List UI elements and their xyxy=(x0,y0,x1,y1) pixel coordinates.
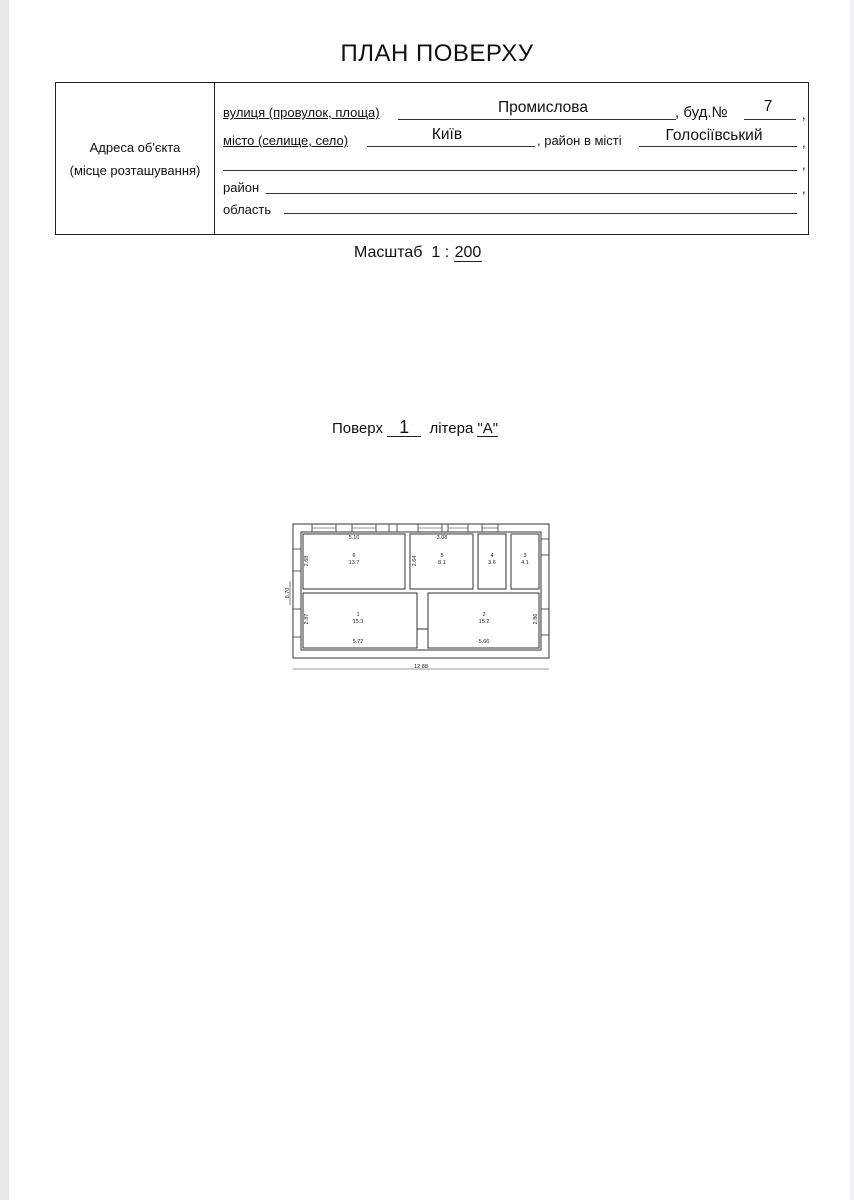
room-area: 8.1 xyxy=(438,560,446,566)
city-line xyxy=(367,146,535,147)
dimension-label: 2.68 xyxy=(304,555,310,567)
room-area: 15.3 xyxy=(352,619,364,625)
room-number: 1 xyxy=(356,612,360,618)
dimension-label: 2.87 xyxy=(304,613,310,625)
address-table xyxy=(55,82,809,235)
scale-line xyxy=(354,244,482,262)
district-city-label: , район в місті xyxy=(537,133,622,148)
room-area: 4.1 xyxy=(521,560,529,566)
dimension-label: 6.70 xyxy=(285,587,291,599)
letter-label: літера xyxy=(429,420,474,437)
letter-value: "А" xyxy=(477,420,499,437)
district-line xyxy=(266,193,797,194)
comma: , xyxy=(802,135,806,150)
room-number: 4 xyxy=(490,553,494,559)
blank-line xyxy=(223,170,797,171)
floor-label: Поверх xyxy=(332,420,383,437)
comma: , xyxy=(802,181,806,196)
comma: , xyxy=(802,157,806,172)
corridor xyxy=(417,593,428,629)
window xyxy=(541,609,549,635)
window xyxy=(293,549,301,571)
window xyxy=(293,609,301,637)
district-city-value: Голосіївський xyxy=(665,127,763,144)
scale-denominator: 200 xyxy=(454,244,482,261)
dimension-total: 12.88 xyxy=(414,664,428,670)
room-area: 13.7 xyxy=(348,560,360,566)
dimension-label: 5.66 xyxy=(478,639,490,645)
floor-line xyxy=(332,419,498,437)
dimension-label: 5.72 xyxy=(352,639,364,645)
region-label: область xyxy=(223,202,272,217)
dimension-label: 2.86 xyxy=(533,613,539,625)
floor-number: 1 xyxy=(387,419,421,437)
street-line xyxy=(398,119,676,120)
scale-ratio: 1 : xyxy=(431,244,450,261)
room-number: 3 xyxy=(523,553,527,559)
dimension-label: 5.10 xyxy=(348,535,360,541)
address-header xyxy=(56,83,215,234)
floor-plan xyxy=(282,519,552,679)
region-line xyxy=(284,213,797,214)
room-number: 5 xyxy=(440,553,444,559)
room-number: 6 xyxy=(352,553,356,559)
dimension-label: 3.08 xyxy=(436,535,448,541)
comma: , xyxy=(802,107,806,122)
room-number: 2 xyxy=(482,612,486,618)
building-line xyxy=(744,119,796,120)
building-label: , буд.№ xyxy=(675,104,728,121)
page-title: ПЛАН ПОВЕРХУ xyxy=(340,40,534,67)
building-value: 7 xyxy=(763,98,773,115)
window xyxy=(541,539,549,555)
dimension-label: 2.64 xyxy=(412,555,418,567)
scale-label: Масштаб xyxy=(354,244,423,261)
address-header-subtitle: (місце розташування) xyxy=(69,162,201,178)
room-area: 15.2 xyxy=(478,619,490,625)
page-edge-right xyxy=(850,0,854,1200)
city-label: місто (селище, село) xyxy=(223,133,349,148)
district-city-line xyxy=(639,146,797,147)
room-area: 3.6 xyxy=(488,560,496,566)
district-label: район xyxy=(223,180,260,195)
address-header-title: Адреса об'єкта xyxy=(89,139,181,155)
city-value: Київ xyxy=(431,126,463,143)
street-label: вулиця (провулок, площа) xyxy=(223,105,380,120)
outer-wall-inner xyxy=(301,532,541,650)
street-value: Промислова xyxy=(498,99,588,116)
page-edge-shadow xyxy=(0,0,9,1200)
